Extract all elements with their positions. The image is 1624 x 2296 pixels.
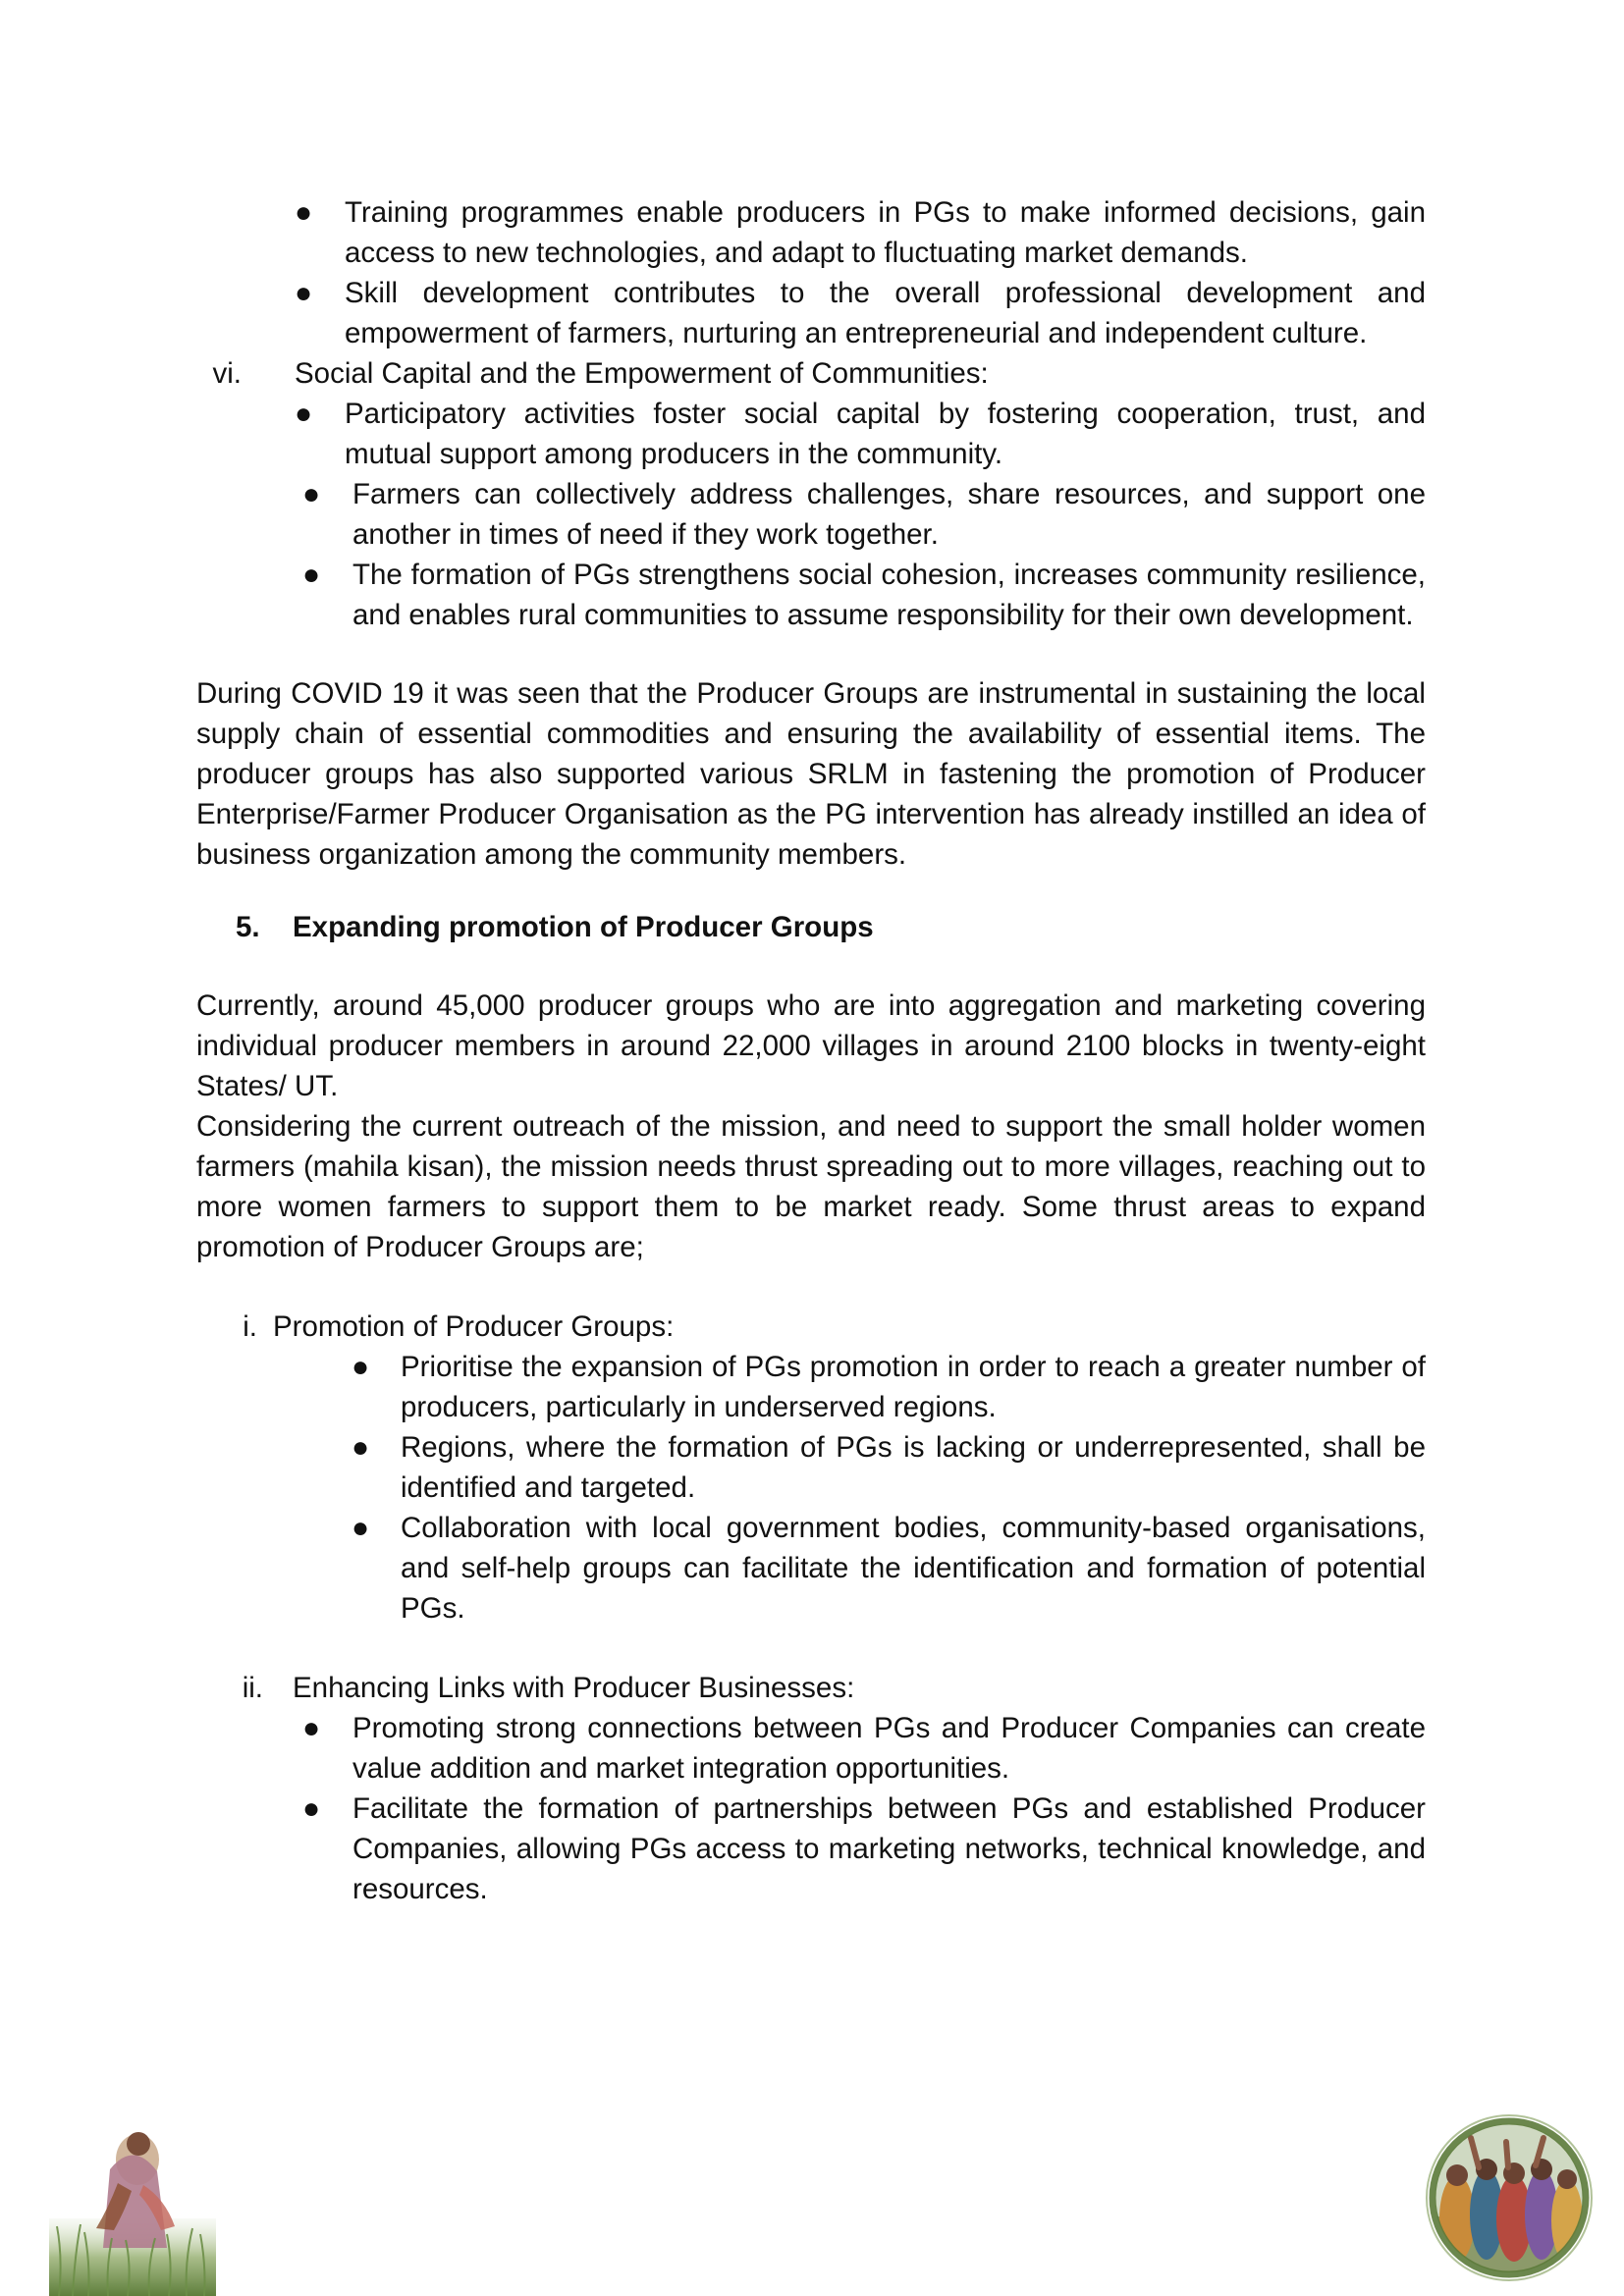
thrust-paragraph: Considering the current outreach of the mission, and need to support the small holder women farmers (mahila kisan), the mission needs thrust spreading out to more villages, reaching out to more women farmers to support them to be market ready. Some thrust areas to expand promotion of Producer Groups are;: [196, 1110, 1426, 1263]
section-5-heading: [196, 907, 1426, 947]
list-item: [295, 192, 1426, 273]
list-item: [352, 1508, 1426, 1629]
bullet-text: Training programmes enable producers in PGs to make informed decisions, gain access to new technologies, and adapt to fluctuating market demands.: [345, 196, 1426, 269]
section-number: i.: [243, 1310, 257, 1343]
bullet-icon: ●: [302, 559, 321, 591]
bullet-icon: ●: [295, 398, 313, 430]
section-title: Enhancing Links with Producer Businesses:: [293, 1672, 855, 1704]
subsection-i-heading: [196, 1307, 1426, 1347]
bullet-icon: ●: [352, 1512, 370, 1544]
outreach-paragraph: Currently, around 45,000 producer groups who are into aggregation and marketing covering individual producer members in around 22,000 villages in around 2100 blocks in twenty-eight States/ UT.: [196, 989, 1426, 1102]
section-title: Promotion of Producer Groups:: [273, 1310, 675, 1343]
farmer-field-illustration: [49, 2101, 216, 2296]
women-group-circle-photo: [1422, 2099, 1593, 2296]
bullet-icon: ●: [352, 1351, 370, 1383]
bullet-text: Skill development contributes to the overall professional development and empowerment of farmers, nurturing an entrepreneurial and independent culture.: [345, 277, 1426, 349]
section-number: 5.: [236, 911, 260, 943]
bullet-icon: ●: [302, 478, 321, 510]
bullet-icon: ●: [352, 1431, 370, 1464]
list-item: [352, 1347, 1426, 1427]
section-title: Social Capital and the Empowerment of Communities:: [295, 357, 989, 390]
bullet-text: Promoting strong connections between PGs and Producer Companies can create value addition and market integration opportunities.: [352, 1712, 1426, 1785]
intro-bullet-list: [295, 192, 1426, 353]
section-vi-heading: [196, 353, 1426, 394]
bullet-icon: ●: [295, 196, 313, 229]
section-vi-bullet-list: [196, 394, 1426, 635]
list-item: [302, 474, 1426, 555]
covid-paragraph: During COVID 19 it was seen that the Producer Groups are instrumental in sustaining the local supply chain of essential commodities and ensuring the availability of essential items. The producer groups has also supported various SRLM in fastening the promotion of Producer Enterprise/Farmer Producer Organisation as the PG intervention has already instilled an idea of business organization among the community members.: [196, 677, 1426, 871]
page-content: [196, 192, 1426, 1909]
bullet-text: Participatory activities foster social capital by fostering cooperation, trust, and mutual support among producers in the community.: [345, 398, 1426, 470]
subsection-ii-bullet-list: [302, 1708, 1426, 1909]
bullet-text: The formation of PGs strengthens social cohesion, increases community resilience, and enables rural communities to assume responsibility for their own development.: [352, 559, 1426, 631]
bullet-text: Collaboration with local government bodies, community-based organisations, and self-help groups can facilitate the identification and formation of potential PGs.: [401, 1512, 1426, 1625]
bullet-icon: ●: [295, 277, 313, 309]
list-item: [302, 555, 1426, 635]
subsection-i-bullet-list: [352, 1347, 1426, 1629]
bullet-icon: ●: [302, 1712, 321, 1744]
section-title: Expanding promotion of Producer Groups: [293, 911, 874, 943]
bullet-text: Prioritise the expansion of PGs promotion in order to reach a greater number of producers, particularly in underserved regions.: [401, 1351, 1426, 1423]
bullet-text: Farmers can collectively address challenges, share resources, and support one another in times of need if they work together.: [352, 478, 1426, 551]
bullet-text: Regions, where the formation of PGs is lacking or underrepresented, shall be identified and targeted.: [401, 1431, 1426, 1504]
list-item: [352, 1427, 1426, 1508]
bullet-icon: ●: [302, 1792, 321, 1825]
list-item: [302, 1789, 1426, 1909]
section-number: vi.: [212, 357, 242, 390]
bullet-text: Facilitate the formation of partnerships between PGs and established Producer Companies, allowing PGs access to marketing networks, technical knowledge, and resources.: [352, 1792, 1426, 1905]
list-item: [295, 273, 1426, 353]
section-number: ii.: [242, 1672, 263, 1704]
list-item: [302, 1708, 1426, 1789]
subsection-ii-heading: [196, 1668, 1426, 1708]
list-item: [295, 394, 1426, 474]
